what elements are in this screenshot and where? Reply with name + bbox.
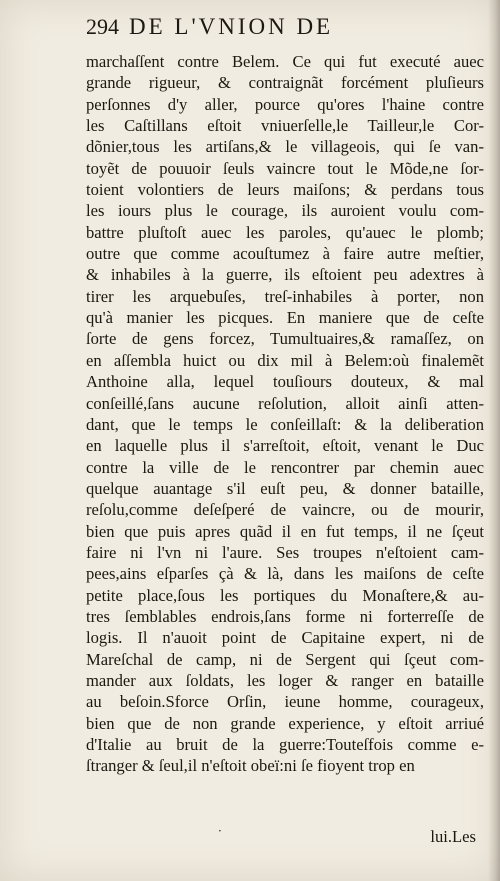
text-line: mander aux ſoldats, les loger & ranger en bataille [86, 670, 484, 690]
text-line: faire ni l'vn ni l'aure. Ses troupes n'eſtoient cam- [86, 542, 484, 562]
page-header [86, 14, 486, 44]
text-line: perſonnes d'y aller, pource qu'ores l'haine contre [86, 94, 484, 114]
text-line: conſeillé,ſans aucune reſolution, alloit ainſi atten- [86, 393, 484, 413]
text-line: dant, que le temps le conſeillaſt: & la deliberation [86, 414, 484, 434]
text-line: dõnier,tous les artiſans,& le villageois, qui ſe van- [86, 137, 484, 157]
text-line: au beſoin.Sforce Orſin, ieune homme, courageux, [86, 692, 484, 712]
text-line: en laquelle plus il s'arreſtoit, eſtoit, venant le Duc [86, 436, 484, 456]
text-line: bien que puis apres quãd il en fut temps, il ne ſçeut [86, 521, 484, 541]
text-line: les iours plus le courage, ils auroient voulu com- [86, 201, 484, 221]
text-line: toient volontiers de leurs maiſons; & perdans tous [86, 180, 484, 200]
text-line: reſolu,comme deſeſperé de vaincre, ou de mourir, [86, 500, 484, 520]
text-line: bien que de non grande experience, y eſtoit arriué [86, 713, 484, 733]
text-line: toyẽt de pouuoir ſeuls vaincre tout le Mõde,ne ſor- [86, 158, 484, 178]
text-line: tirer les arquebuſes, treſ-inhabiles à porter, non [86, 286, 484, 306]
text-line: ſtranger & ſeul,il n'eſtoit obeï:ni ſe fioyent trop en [86, 756, 415, 776]
text-line: Mareſchal de camp, ni de Sergent qui ſçeut com- [86, 649, 484, 669]
text-line: en aſſembla huict ou dix mil à Belem:où finalemẽt [86, 350, 484, 370]
text-line: contre la ville de le rencontrer par chemin auec [86, 457, 484, 477]
text-line: ſorte de gens forcez, Tumultuaires,& ramaſſez, on [86, 329, 484, 349]
text-line: outre que comme acouſtumez à faire autre meſtier, [86, 244, 484, 264]
printer-mark: · [218, 824, 222, 838]
body-text [86, 51, 484, 777]
text-line: tres ſemblables endrois,ſans forme ni forterreſſe de [86, 606, 484, 626]
text-line: marchaſſent contre Belem. Ce qui fut executé auec [86, 52, 484, 71]
catchword: lui.Les [430, 827, 476, 846]
text-line: grande rigueur, & contraignãt forcément pluſieurs [86, 73, 484, 93]
running-head: DE L'VNION DE [129, 14, 334, 39]
text-line: logis. Il n'auoit point de Capitaine expert, ni de [86, 628, 484, 648]
text-line: petite place,ſous les portiques du Monaſtere,& au- [86, 585, 484, 605]
text-line: Anthoine alla, lequel touſiours douteux, & mal [86, 372, 484, 392]
page-gutter-shadow [488, 0, 500, 881]
text-line: battre pluſtoſt auec les paroles, qu'auec le plomb; [86, 222, 484, 242]
page-number: 294 [86, 14, 119, 39]
text-line: d'Italie au bruit de la guerre:Touteſfois comme e- [86, 735, 484, 754]
text-line: & inhabiles à la guerre, ils eſtoient peu adextres à [86, 265, 484, 285]
text-line: pees,ains eſparſes çà & là, dans les maiſons de ceſte [86, 564, 484, 584]
text-line: qu'à manier les picques. En maniere que de ceſte [86, 308, 484, 328]
text-line: quelque auantage s'il euſt peu, & donner bataille, [86, 478, 484, 498]
text-line: les Caſtillans eſtoit vniuerſelle,le Tailleur,le Cor- [86, 116, 484, 136]
